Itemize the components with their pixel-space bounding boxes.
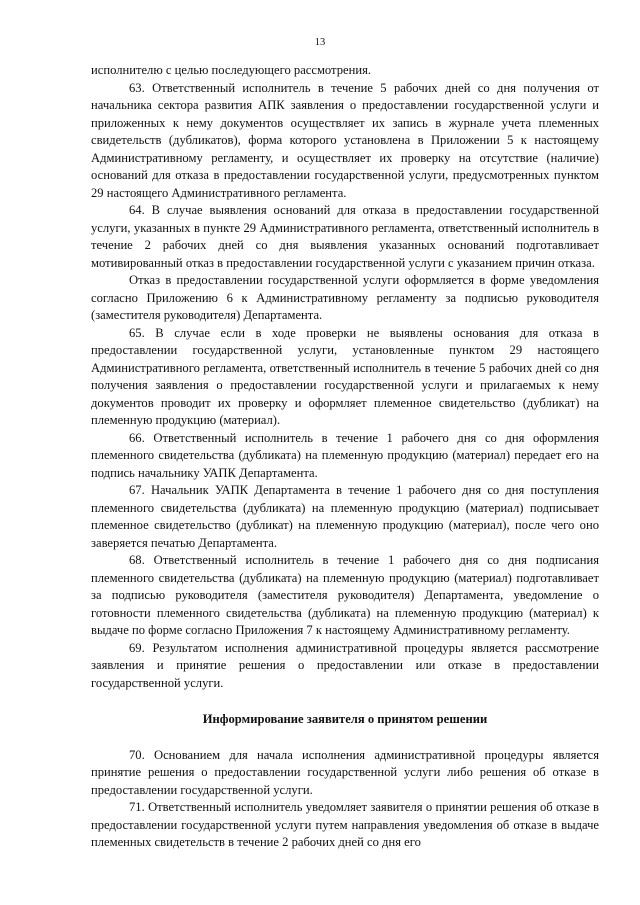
- paragraph: 63. Ответственный исполнитель в течение 5 рабочих дней со дня получения от начальника сектора развития АПК заявления о предоставлении государственной услуги и приложенных к нему документов осуществляет их запись в журнале учета племенных свидетельств (дубликатов), форма которого установлена в Приложении 5 к настоящему Административному регламенту, и осуществляет их проверку на отсутствие (наличие) оснований для отказа в предоставлении государственной услуги, предусмотренных пунктом 29 настоящего Административного регламента.: [91, 80, 599, 200]
- paragraph: исполнителю с целью последующего рассмотрения.: [91, 63, 372, 77]
- section-heading: Информирование заявителя о принятом решении: [202, 712, 488, 726]
- paragraph: 66. Ответственный исполнитель в течение 1 рабочего дня со дня оформления племенного свидетельства (дубликата) на племенную продукцию (материал) передает его на подпись начальнику УАПК Департамента.: [91, 430, 599, 480]
- paragraphs-top: [91, 62, 599, 692]
- document-body: [91, 62, 599, 852]
- paragraph: 71. Ответственный исполнитель уведомляет заявителя о принятии решения об отказе в предоставлении государственной услуги путем направления уведомления об отказе в выдаче племенных свидетельств в течение 2 рабочих дней со дня его: [91, 800, 599, 849]
- paragraph: Отказ в предоставлении государственной услуги оформляется в форме уведомления согласно Приложению 6 к Административному регламенту за подписью руководителя (заместителя руководителя) Департамента.: [91, 273, 599, 322]
- paragraph: 67. Начальник УАПК Департамента в течение 1 рабочего дня со дня поступления племенного свидетельства (дубликата) на племенную продукцию (материал) подписывает племенное свидетельство (дубликат) на племенную продукцию (материал), после чего оно заверяется печатью Департамента.: [91, 483, 599, 550]
- paragraphs-bottom: [91, 747, 599, 852]
- paragraph: 64. В случае выявления оснований для отказа в предоставлении государственной услуги, указанных в пункте 29 Административного регламента, ответственный исполнитель в течение 2 рабочих дней со дня выявления указанных оснований подготавливает мотивированный отказ в предоставлении государственной услуги с указанием причин отказа.: [91, 203, 599, 270]
- paragraph: 65. В случае если в ходе проверки не выявлены основания для отказа в предоставлении государственной услуги, установленные пунктом 29 настоящего Административного регламента, ответственный исполнитель в течение 5 рабочих дней со дня получения заявления о предоставлении государственной услуги и прилагаемых к нему документов проводит их проверку и оформляет племенное свидетельство (дубликат) на племенную продукцию (материал).: [91, 325, 599, 427]
- paragraph: 68. Ответственный исполнитель в течение 1 рабочего дня со дня подписания племенного свидетельства (дубликата) на племенную продукцию (материал) подготавливает за подписью руководителя (заместителя руководителя) Департамента, уведомление о готовности племенного свидетельства (дубликата) на племенную продукцию (материал) к выдаче по форме согласно Приложения 7 к настоящему Административному регламенту.: [91, 553, 599, 637]
- paragraph: 70. Основанием для начала исполнения административной процедуры является принятие решения о предоставлении государственной услуги либо решения об отказе в предоставлении государственной услуги.: [91, 747, 599, 797]
- paragraph: 69. Результатом исполнения административной процедуры является рассмотрение заявления и принятие решения о предоставлении или отказе в предоставлении государственной услуги.: [91, 640, 599, 690]
- page-number: 13: [314, 37, 326, 48]
